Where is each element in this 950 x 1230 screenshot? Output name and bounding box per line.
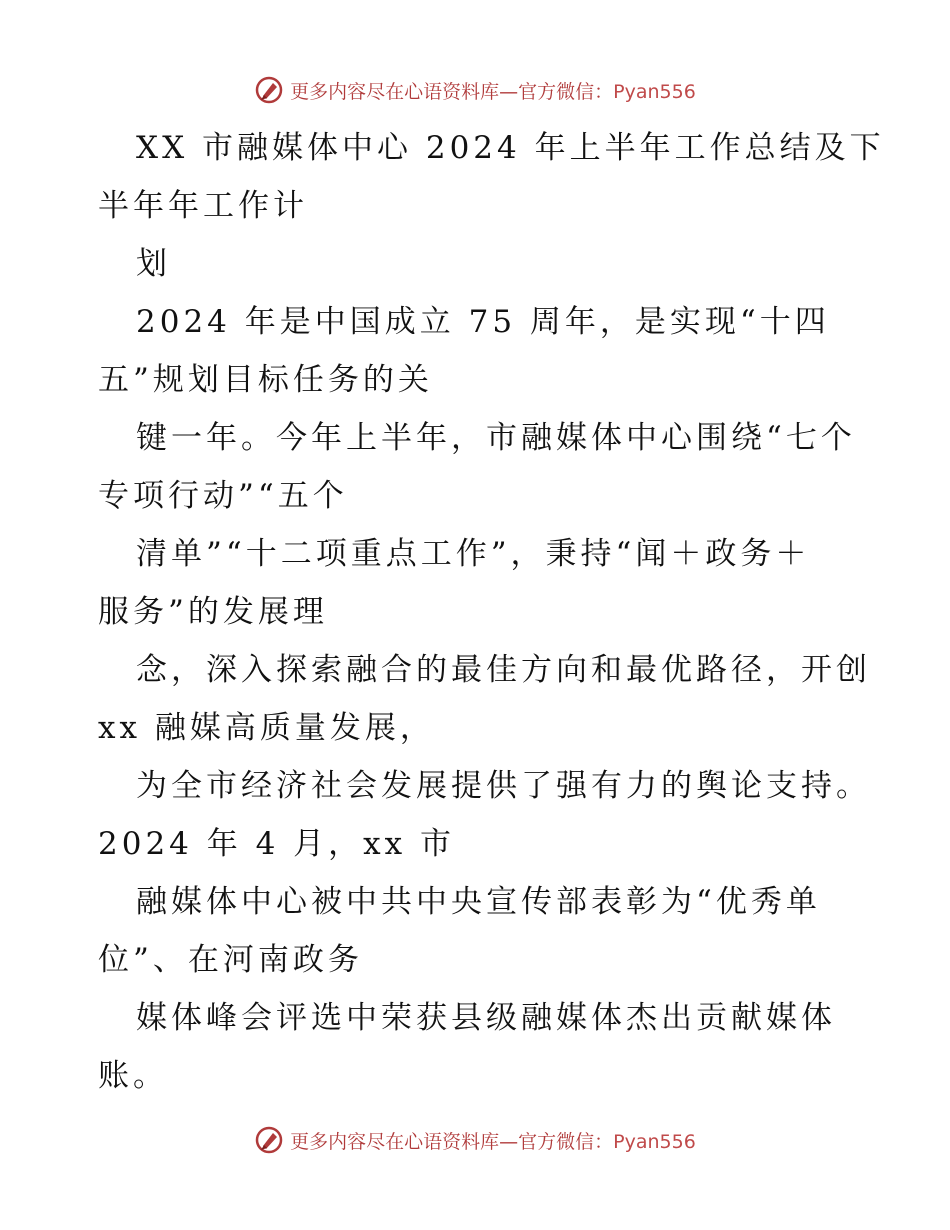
- doc-line: 2024 年是中国成立 75 周年，是实现“十四: [136, 304, 830, 340]
- doc-line: xx 融媒高质量发展，: [98, 710, 435, 746]
- watermark-text: 更多内容尽在心语资料库—官方微信：Pyan556: [290, 1130, 696, 1153]
- doc-title-line-3: 划: [136, 246, 171, 282]
- doc-title-line-2: 半年年工作计: [98, 188, 308, 224]
- doc-line: 念，深入探索融合的最佳方向和最优路径，开创: [136, 652, 871, 688]
- pen-nib-logo-icon: [254, 1125, 284, 1155]
- doc-title-line-1: XX 市融媒体中心 2024 年上半年工作总结及下: [136, 130, 885, 166]
- doc-line: 账。: [98, 1058, 168, 1094]
- doc-line: 为全市经济社会发展提供了强有力的舆论支持。: [136, 768, 871, 804]
- watermark-banner-top: [0, 70, 950, 110]
- doc-line: 媒体峰会评选中荣获县级融媒体杰出贡献媒体: [136, 1000, 836, 1036]
- wechat-id: Pyan556: [613, 80, 696, 103]
- doc-line: 融媒体中心被中共中央宣传部表彰为“优秀单: [136, 884, 821, 920]
- doc-line: 位”、在河南政务: [98, 942, 363, 978]
- doc-line: 2024 年 4 月，xx 市: [98, 826, 455, 862]
- pen-nib-logo-icon: [254, 75, 284, 105]
- doc-line: 服务”的发展理: [98, 594, 328, 630]
- doc-line: 五”规划目标任务的关: [98, 362, 433, 398]
- doc-line: 键一年。今年上半年，市融媒体中心围绕“七个: [136, 420, 856, 456]
- wechat-id: Pyan556: [613, 1130, 696, 1153]
- doc-line: 专项行动”“五个: [98, 478, 348, 514]
- doc-line: 清单”“十二项重点工作”，秉持“闻＋政务＋: [136, 536, 811, 572]
- watermark-text: 更多内容尽在心语资料库—官方微信：Pyan556: [290, 80, 696, 103]
- watermark-banner-bottom: [0, 1120, 950, 1160]
